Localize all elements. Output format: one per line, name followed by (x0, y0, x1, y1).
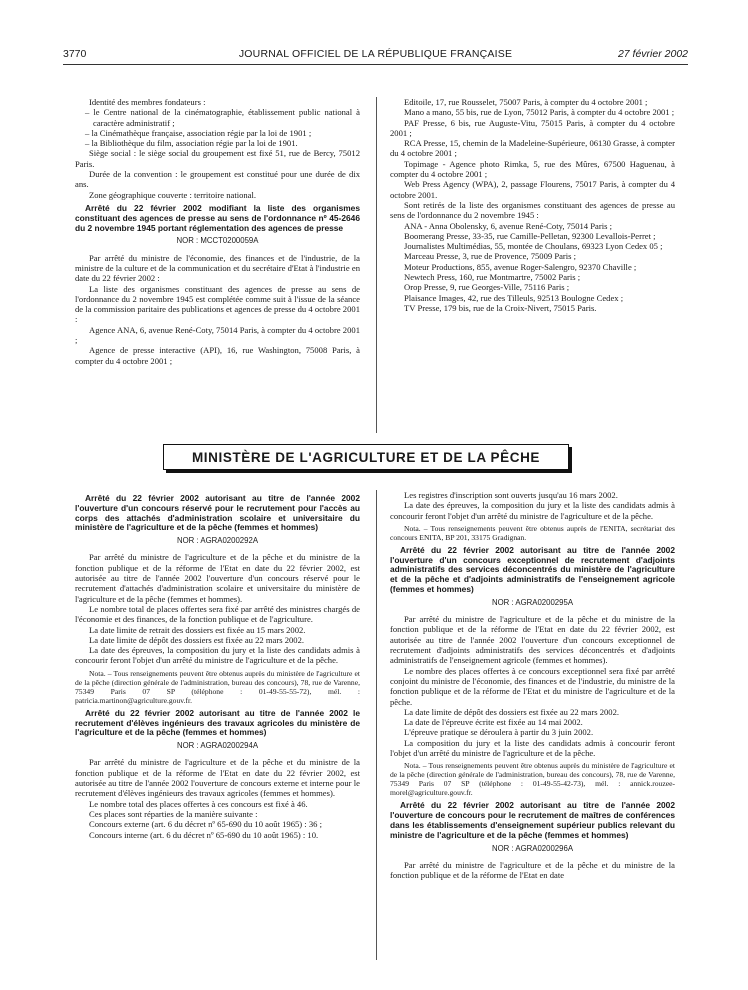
nor-reference: NOR : AGRA0200296A (491, 843, 574, 853)
paragraph: Newtech Press, 160, rue Montmartre, 75002 Paris ; (404, 272, 581, 283)
paragraph: – la Bibliothèque du film, association régie par la loi de 1901. (85, 138, 298, 149)
paragraph: Agence ANA, 6, avenue René-Coty, 75014 Paris, à compter du 4 octobre 2001 ; (75, 324, 360, 346)
journal-title: JOURNAL OFFICIEL DE LA RÉPUBLIQUE FRANÇAISE (238, 48, 513, 60)
paragraph: Ces places sont réparties de la manière suivante : (89, 808, 258, 819)
paragraph: Web Press Agency (WPA), 2, passage Flourens, 75017 Paris, à compter du 4 octobre 2001. (390, 179, 675, 200)
paragraph: Concours interne (art. 6 du décret nº 65-690 du 10 août 1965) : 10. (89, 829, 319, 840)
paragraph: Les registres d'inscription sont ouverts jusqu'au 16 mars 2002. (404, 490, 618, 500)
paragraph: Le nombre total de places offertes sera fixé par arrêté des ministres chargés de l'économie et des finances, de la fonction publique et de l'agriculture. (75, 603, 360, 625)
decree-title: Arrêté du 22 février 2002 autorisant au titre de l'année 2002 l'ouverture de concours pour le recrutement de maîtres de conférences dans les établissements d'enseignement supérieur publics relevant du ministre de l'agriculture et de la pêche (femmes et hommes) (390, 800, 675, 840)
nota-paragraph: Nota. – Tous renseignements peuvent être obtenus auprès du ministère de l'agriculture et de la pêche (direction générale de l'administration, bureau des concours), 78, rue de Varenne, 75349 Paris 07 SP (téléphone : 01-49-55-42-73), mél. : annick.rouzee-morel@agriculture.gouv.fr. (390, 761, 675, 798)
paragraph: RCA Presse, 15, chemin de la Madeleine-Supérieure, 06130 Grasse, à compter du 4 octobre 2001 ; (390, 138, 675, 159)
paragraph: La composition du jury et la liste des candidats admis à concourir feront l'objet d'un arrêté du ministre de l'agriculture et de la pêche. (390, 737, 675, 759)
paragraph: La date limite de retrait des dossiers est fixée au 15 mars 2002. (89, 624, 306, 635)
paragraph: TV Presse, 179 bis, rue de la Croix-Nivert, 75015 Paris. (404, 302, 597, 313)
paragraph: ANA - Anna Obolensky, 6, avenue René-Coty, 75014 Paris ; (404, 220, 612, 231)
paragraph: Durée de la convention : le groupement est constitué pour une durée de dix ans. (75, 169, 360, 190)
decree-title: Arrêté du 22 février 2002 autorisant au titre de l'année 2002 l'ouverture d'un concours réservé pour le recrutement pour l'accès au corps des attachés d'administration scolaire et universitaire du ministère de l'agriculture et de la pêche (femmes et hommes) (75, 493, 360, 533)
paragraph: La date de l'épreuve écrite est fixée au 14 mai 2002. (404, 717, 583, 728)
paragraph: PAF Presse, 6 bis, rue Auguste-Vitu, 75015 Paris, à compter du 4 octobre 2001 ; (390, 117, 675, 138)
paragraph: Le nombre des places offertes à ce concours exceptionnel sera fixé par arrêté conjoint du ministre de l'économie, des finances et de l'industrie, du ministre de la fonction publique et de la réforme de l'Etat et du ministre de l'agriculture et de la pêche. (390, 665, 675, 707)
paragraph: Orop Presse, 9, rue Georges-Ville, 75116 Paris ; (404, 282, 570, 293)
issue-date: 27 février 2002 (617, 48, 688, 60)
paragraph: Par arrêté du ministre de l'agriculture et de la pêche et du ministre de la fonction publique et de la réforme de l'Etat en date du 22 février 2002, est autorisée au titre de l'année 2002 l'ouverture de concours externe et interne pour le recrutement d'élèves ingénieurs des travaux agricoles (femmes et hommes). (75, 757, 360, 799)
paragraph: La liste des organismes constituant des agences de presse au sens de l'ordonnance du 2 novembre 1945 est complétée comme suit à l'issue de la séance de la commission paritaire des publications et agences de presse du 4 octobre 2001 : (75, 283, 360, 325)
decree-title: Arrêté du 22 février 2002 modifiant la liste des organismes constituant des agences de presse au sens de l'ordonnance nº 45-2646 du 2 novembre 1945 portant réglementation des agences de presse (75, 202, 360, 233)
paragraph: La date limite de dépôt des dossiers est fixée au 22 mars 2002. (89, 634, 305, 645)
top-left-column (75, 97, 360, 366)
page-header (63, 48, 688, 65)
paragraph: Le nombre total des places offertes à ces concours est fixé à 46. (89, 798, 308, 809)
page-number: 3770 (63, 48, 87, 60)
paragraph: – la Cinémathèque française, association régie par la loi de 1901 ; (85, 127, 312, 138)
nor-reference: NOR : AGRA0200294A (176, 741, 259, 751)
decree-title: Arrêté du 22 février 2002 autorisant au titre de l'année 2002 le recrutement d'élèves ingénieurs des travaux agricoles du ministère de l'agriculture et de la pêche (femmes et hommes) (75, 707, 360, 738)
paragraph: Agence de presse interactive (API), 16, rue Washington, 75008 Paris, à compter du 4 octobre 2001 ; (75, 345, 360, 366)
bottom-right-column (390, 490, 675, 880)
nor-reference: NOR : AGRA0200292A (176, 536, 259, 546)
paragraph: Boomerang Presse, 33-35, rue Camille-Pelletan, 92300 Levallois-Perret ; (404, 230, 656, 241)
paragraph: Zone géographique couverte : territoire national. (89, 189, 257, 200)
paragraph: Sont retirés de la liste des organismes constituant des agences de presse au sens de l'ordonnance du 2 novembre 1945 : (390, 199, 675, 221)
paragraph: Journalistes Multimédias, 55, montée de Choulans, 69323 Lyon Cedex 05 ; (404, 241, 663, 252)
paragraph: – le Centre national de la cinématographie, établissement public national à caractère administratif ; (85, 107, 360, 128)
bottom-left-column (75, 490, 360, 840)
paragraph: Par arrêté du ministre de l'agriculture et de la pêche et du ministre de la fonction publique et de la réforme de l'Etat en date du 22 février 2002, est autorisée au titre de l'année 2002 l'ouverture d'un concours exceptionnel de recrutement d'adjoints administratifs des services déconcentrés et d'adjoints administratifs de l'enseignement agricole (femmes et hommes). (390, 614, 675, 666)
paragraph: Par arrêté du ministre de l'économie, des finances et de l'industrie, de la ministre de la culture et de la communication et du secrétaire d'Etat à l'industrie en date du 22 février 2002 : (75, 252, 360, 284)
paragraph: La date limite de dépôt des dossiers est fixée au 22 mars 2002. (404, 706, 620, 717)
paragraph: Topimage - Agence photo Rimka, 5, rue des Mûres, 67500 Haguenau, à compter du 4 octobre 2001 ; (390, 158, 675, 180)
paragraph: Siège social : le siège social du groupement est fixé 51, rue de Bercy, 75012 Paris. (75, 148, 360, 169)
top-right-column (390, 97, 675, 313)
paragraph: Par arrêté du ministre de l'agriculture et de la pêche et du ministre de la fonction publique et de la réforme de l'Etat en date (390, 859, 675, 881)
paragraph: Mano a mano, 55 bis, rue de Lyon, 75012 Paris, à compter du 4 octobre 2001 ; (404, 107, 675, 118)
paragraph: Par arrêté du ministre de l'agriculture et de la pêche et du ministre de la fonction publique et de la réforme de l'Etat en date du 22 février 2002, est autorisée au titre de l'année 2002 l'ouverture d'un concours réservé pour le recrutement d'attachés d'administration scolaire et universitaire du ministère de l'agriculture et de la pêche (femmes et hommes). (75, 552, 360, 604)
paragraph: Marceau Presse, 3, rue de Provence, 75009 Paris ; (404, 251, 577, 262)
decree-title: Arrêté du 22 février 2002 autorisant au titre de l'année 2002 l'ouverture d'un concours exceptionnel de recrutement d'adjoints administratifs des services déconcentrés du ministère de l'agriculture et de la pêche et d'adjoints administratifs de l'enseignement agricole (femmes et hommes) (390, 544, 675, 595)
ministry-title: MINISTÈRE DE L'AGRICULTURE ET DE LA PÊCHE (191, 449, 541, 465)
paragraph: Concours externe (art. 6 du décret nº 65-690 du 10 août 1965) : 36 ; (89, 819, 322, 830)
nota-paragraph: Nota. – Tous renseignements peuvent être obtenus auprès du ministère de l'agriculture et de la pêche (direction générale de l'administration, bureau des concours), 78, rue de Varenne, 75349 Paris 07 SP (téléphone : 01-49-55-55-72), mél. : patricia.martinon@agriculture.gouv.fr. (75, 668, 360, 705)
ministry-heading (163, 444, 569, 470)
nota-paragraph: Nota. – Tous renseignements peuvent être obtenus auprès de l'ENITA, secrétariat des concours ENITA, BP 201, 33175 Gradignan. (390, 523, 675, 542)
paragraph: Moteur Productions, 855, avenue Roger-Salengro, 92370 Chaville ; (404, 261, 637, 272)
column-divider (376, 97, 377, 433)
paragraph: L'épreuve pratique se déroulera à partir du 3 juin 2002. (404, 727, 594, 738)
nor-reference: NOR : MCCT0200059A (176, 236, 259, 246)
paragraph: Editoile, 17, rue Rousselet, 75007 Paris, à compter du 4 octobre 2001 ; (404, 97, 648, 107)
column-divider-bottom (376, 490, 377, 960)
paragraph: Plaisance Images, 42, rue des Tilleuls, 92513 Boulogne Cedex ; (404, 292, 624, 303)
paragraph: La date des épreuves, la composition du jury et la liste des candidats admis à concourir feront l'objet d'un arrêté du ministre de l'agriculture et de la pêche. (390, 500, 675, 521)
nor-reference: NOR : AGRA0200295A (491, 597, 574, 607)
paragraph: Identité des membres fondateurs : (89, 97, 206, 107)
paragraph: La date des épreuves, la composition du jury et la liste des candidats admis à concourir feront l'objet d'un arrêté du ministre de l'agriculture et de la pêche. (75, 645, 360, 666)
